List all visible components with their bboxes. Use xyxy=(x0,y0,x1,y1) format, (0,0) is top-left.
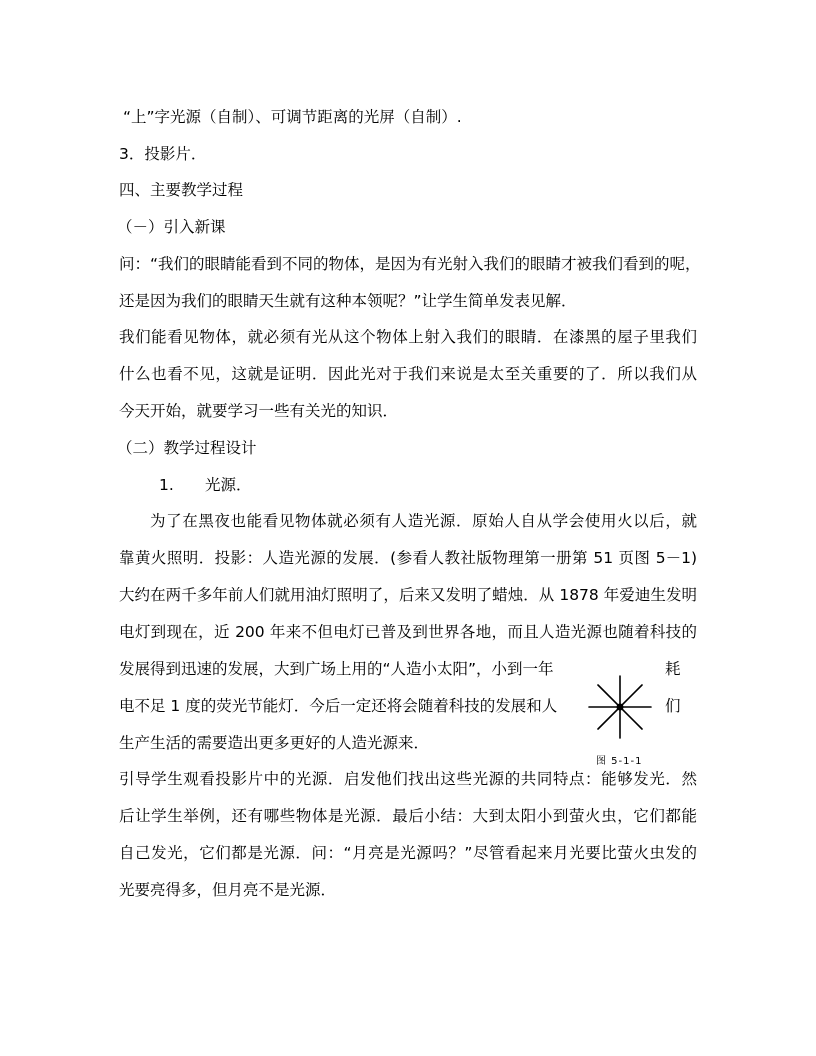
list-item-title: 光源． xyxy=(205,476,252,494)
item-3-projection: 3．投影片． xyxy=(119,145,207,163)
paragraph-line: 光要亮得多，但月亮不是光源． xyxy=(119,881,337,899)
paragraph-line: 大约在两千多年前人们就用油灯照明了，后来又发明了蜡烛．从 1878 年爱迪生发明 xyxy=(119,586,697,604)
paragraph-line: 生产生活的需要造出更多更好的人造光源来． xyxy=(119,734,430,752)
paragraph-line: 自己发光，它们都是光源．问：“月亮是光源吗？”尽管看起来月光要比萤火虫发的 xyxy=(119,844,697,862)
paragraph-line: 今天开始，就要学习一些有关光的知识． xyxy=(119,402,399,420)
paragraph-line: 什么也看不见，这就是证明．因此光对于我们来说是太至关重要的了．所以我们从 xyxy=(119,365,697,383)
paragraph-line: 靠黄火照明．投影：人造光源的发展．(参看人教社版物理第一册第 51 页图 5－1) xyxy=(119,549,697,567)
equipment-line: “上”字光源（自制）、可调节距离的光屏（自制）. xyxy=(123,108,462,126)
paragraph-line: 电灯到现在，近 200 年来不但电灯已普及到世界各地，而且人造光源也随着科技的 xyxy=(119,623,697,641)
paragraph-line-end: 们 xyxy=(665,697,681,715)
figure-5-1-1 xyxy=(586,672,666,772)
paragraph-line: 后让学生举例，还有哪些物体是光源．最后小结：大到太阳小到萤火虫，它们都能 xyxy=(119,807,697,825)
subsection-heading-1: （－）引入新课 xyxy=(117,218,226,236)
paragraph-line: 引导学生观看投影片中的光源．启发他们找出这些光源的共同特点：能够发光．然 xyxy=(119,770,697,788)
list-number: 1. xyxy=(159,476,174,494)
paragraph-line: 还是因为我们的眼睛天生就有这种本领呢？”让学生简单发表见解． xyxy=(119,292,577,310)
section-heading-4: 四、主要教学过程 xyxy=(119,181,244,199)
light-rays-icon xyxy=(586,672,666,752)
paragraph-line: 我们能看见物体，就必须有光从这个物体上射入我们的眼睛．在漆黑的屋子里我们 xyxy=(119,328,697,346)
subsection-heading-2: （二）教学过程设计 xyxy=(117,439,257,457)
paragraph-line: 电不足 1 度的荧光节能灯．今后一定还将会随着科技的发展和人 xyxy=(119,697,558,715)
paragraph-line: 问：“我们的眼睛能看到不同的物体，是因为有光射入我们的眼睛才被我们看到的呢， xyxy=(119,255,701,273)
paragraph-line: 发展得到迅速的发展，大到广场上用的“人造小太阳”，小到一年 xyxy=(119,660,554,678)
paragraph-line: 为了在黑夜也能看见物体就必须有人造光源．原始人自从学会使用火以后，就 xyxy=(150,512,697,530)
paragraph-line-end: 耗 xyxy=(665,660,681,678)
figure-caption: 图 5-1-1 xyxy=(596,756,643,767)
